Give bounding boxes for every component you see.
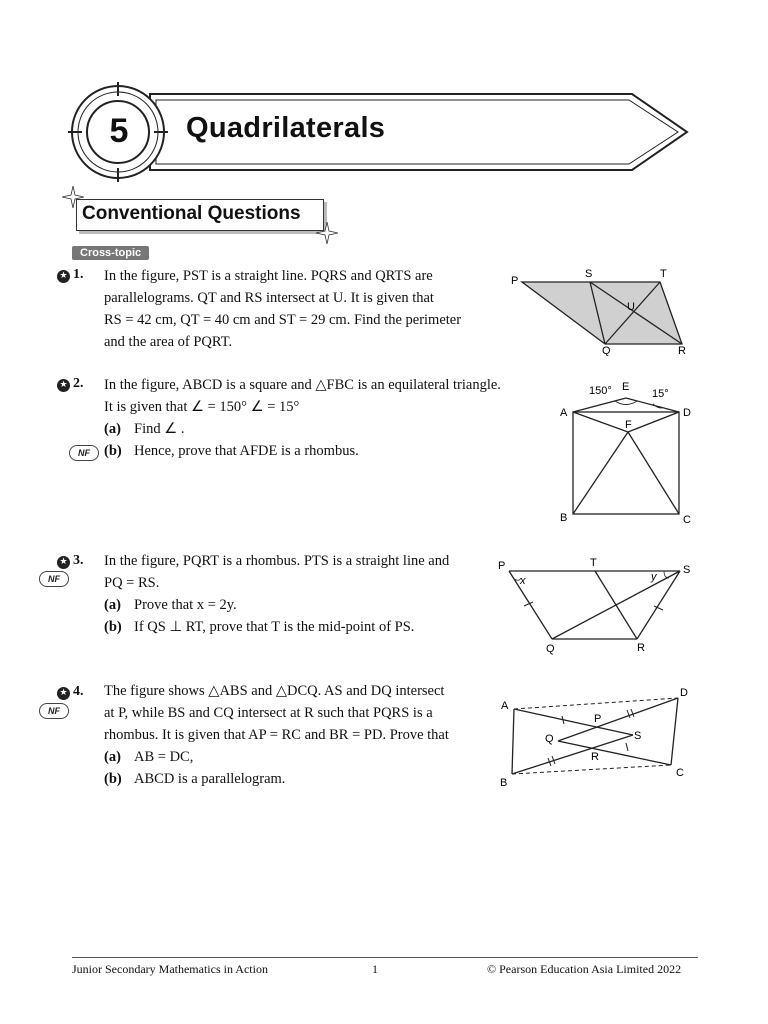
label-c: C: [683, 514, 691, 526]
label-150: 150°: [589, 385, 612, 397]
footer-left: Junior Secondary Mathematics in Action: [72, 962, 268, 976]
sparkle-icon: [62, 186, 84, 208]
figure-q1: [505, 266, 705, 356]
label-u: U: [627, 301, 635, 313]
nf-badge: NF: [39, 571, 69, 587]
question-number: 3.: [73, 553, 84, 568]
label-p: P: [498, 560, 506, 572]
star-icon: ★: [57, 687, 70, 700]
label-r: R: [637, 642, 645, 654]
question-number: 4.: [73, 684, 84, 699]
label-f: F: [625, 419, 632, 431]
question-text: In the figure, ABCD is a square and △FBC is an equilateral triangle. It is given that ∠ = 150° ∠ = 15° (a) Find ∠ . (b) Hence, prove that AFDE is a rhombus.: [104, 377, 501, 459]
label-a: A: [501, 700, 509, 712]
question-text: In the figure, PST is a straight line. PQRS and QRTS are parallelograms. QT and RS intersect at U. It is given that RS = 42 cm, QT = 40 cm and ST = 29 cm. Find the perimeter and the area of PQRT.: [104, 268, 462, 350]
label-s: S: [585, 268, 593, 280]
label-a: A: [560, 407, 568, 419]
label-r: R: [591, 751, 599, 763]
label-c: C: [676, 767, 684, 779]
question-text: The figure shows △ABS and △DCQ. AS and DQ intersect at P, while BS and CQ intersect at R such that PQRS is a rhombus. It is given that AP = RC and BR = PD. Prove that (a) AB = DC, (b) ABCD is a parallelogram.: [104, 683, 449, 787]
label-y: y: [651, 571, 657, 583]
question-number: 1.: [73, 267, 84, 282]
chapter-number: 5: [109, 112, 129, 150]
label-d: D: [683, 407, 691, 419]
star-icon: ★: [57, 270, 70, 283]
footer-right: © Pearson Education Asia Limited 2022: [487, 962, 682, 976]
section-title: Conventional Questions: [82, 203, 301, 224]
label-s: S: [683, 564, 691, 576]
label-e: E: [622, 381, 630, 393]
label-t: T: [590, 557, 597, 569]
label-b: B: [560, 512, 568, 524]
cross-topic-tag: Cross-topic: [72, 246, 149, 260]
star-icon: ★: [57, 379, 70, 392]
label-r: R: [678, 345, 686, 356]
label-q: Q: [602, 345, 611, 356]
label-q: Q: [546, 643, 555, 655]
label-15: 15°: [652, 388, 669, 400]
label-p: P: [511, 275, 519, 287]
label-q: Q: [545, 733, 554, 745]
question-number: 2.: [73, 376, 84, 391]
sparkle-icon: [316, 222, 338, 244]
label-d: D: [680, 687, 688, 699]
figure-q3: [494, 554, 704, 659]
nf-badge: NF: [69, 445, 99, 461]
figure-q2: [555, 378, 705, 528]
page-number: 1: [372, 962, 378, 976]
label-b: B: [500, 777, 508, 789]
chapter-title: Quadrilaterals: [186, 112, 386, 144]
label-t: T: [660, 268, 667, 280]
label-p: P: [594, 713, 602, 725]
nf-badge: NF: [39, 703, 69, 719]
label-x: x: [520, 575, 526, 587]
figure-q4: [496, 683, 701, 791]
star-icon: ★: [57, 556, 70, 569]
footer-divider: [72, 957, 698, 958]
label-s: S: [634, 730, 642, 742]
question-text: In the figure, PQRT is a rhombus. PTS is a straight line and PQ = RS. (a) Prove that x = 2y. (b) If QS ⊥ RT, prove that T is the mid-point of PS.: [104, 553, 450, 635]
